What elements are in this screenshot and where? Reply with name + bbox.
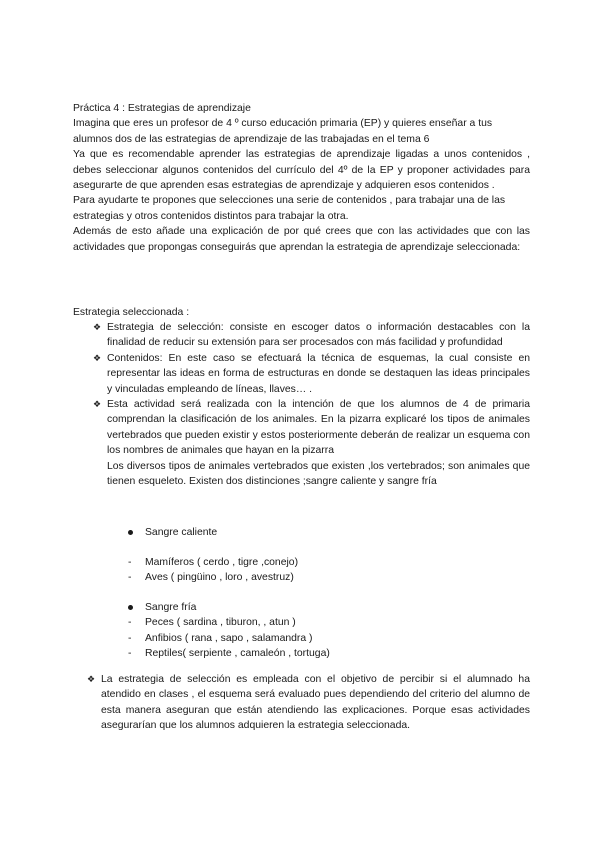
round-bullet-icon bbox=[128, 530, 133, 535]
diamond-bullet-icon: ❖ bbox=[92, 399, 102, 410]
list-item bbox=[128, 555, 298, 570]
group1-title: Sangre caliente bbox=[145, 527, 218, 538]
list-item bbox=[128, 631, 330, 646]
bullet-item bbox=[85, 672, 530, 734]
intro-section bbox=[73, 101, 530, 255]
dash-bullet-icon: - bbox=[128, 557, 132, 568]
document-title: Práctica 4 : Estrategias de aprendizaje bbox=[73, 103, 251, 114]
list-item bbox=[128, 525, 217, 540]
bullet-text-1: Estrategia de selección: consiste en escoger datos o información destacables con la finalidad de reducir su extensión para ser procesados con más facilidad y profundidad bbox=[107, 322, 530, 349]
intro-paragraph-1: Imagina que eres un profesor de 4 º curso educación primaria (EP) y quieres enseñar a tus alumnos dos de las estrategias de aprendizaje de las trabajadas en el tema 6 bbox=[73, 118, 493, 145]
final-bullet-text: La estrategia de selección es empleada con el objetivo de percibir si el alumnado ha atendido en clases , el esquema será evaluado pues dependiendo del criterio del alumno de esta manera aseguran que están atendiendo las explicaciones. Porque esas actividades asegurarían que los alumnos adquieren la estrategia seleccionada. bbox=[101, 674, 530, 732]
group1-item-2: Aves ( pingüino , loro , avestruz) bbox=[145, 572, 294, 584]
warm-blooded-list bbox=[128, 555, 298, 586]
group2-item-3: Reptiles( serpiente , camaleón , tortuga) bbox=[145, 648, 330, 660]
intro-paragraph-4: Además de esto añade una explicación de por qué crees que con las actividades que con las actividades que propongas conseguirás que aprendan la estrategia de aprendizaje seleccionada: bbox=[73, 226, 530, 253]
dash-bullet-icon: - bbox=[128, 572, 132, 584]
bullet-text-3: Esta actividad será realizada con la intención de que los alumnos de 4 de primaria comprendan la clasificación de los animales. En la pizarra explicaré los tipos de animales vertebrados que pueden existir y estos posteriormente deberán de realizar un esquema con los nombres de animales que hayan en la pizarra bbox=[107, 399, 530, 457]
bullet-text-2: Contenidos: En este caso se efectuará la técnica de esquemas, la cual consiste en representar las ideas en forma de estructuras en donde se destaquen las ideas principales y vinculadas empleando de líneas, llaves… . bbox=[107, 352, 530, 395]
final-bullet bbox=[85, 672, 530, 734]
list-item bbox=[128, 646, 330, 661]
bullet-continuation: Los diversos tipos de animales vertebrados que existen ,los vertebrados; son animales que tienen esqueleto. Existen dos distinciones ;sangre caliente y sangre fría bbox=[107, 460, 530, 488]
bullet-item bbox=[91, 320, 530, 351]
diamond-bullet-icon: ❖ bbox=[86, 674, 96, 684]
intro-paragraph-2: Ya que es recomendable aprender las estrategias de aprendizaje ligadas a unos contenidos , debes seleccionar algunos contenidos del currículo del 4º de la EP y proponer actividades para asegurarte de que aprenden esas estrategias de aprendizaje y adquieren esos contenidos . bbox=[73, 149, 530, 192]
group2-item-1: Peces ( sardina , tiburon, , atun ) bbox=[145, 617, 296, 629]
diamond-bullet-icon: ❖ bbox=[92, 322, 102, 332]
list-item bbox=[128, 615, 330, 630]
strategy-heading: Estrategia seleccionada : bbox=[73, 307, 190, 318]
warm-blooded-heading bbox=[128, 525, 217, 540]
cold-blooded-list bbox=[128, 600, 330, 662]
intro-paragraph-3: Para ayudarte te propones que selecciones una serie de contenidos , para trabajar una de las estrategias y otros contenidos distintos para trabajar la otra. bbox=[73, 195, 506, 222]
group2-item-2: Anfibios ( rana , sapo , salamandra ) bbox=[145, 632, 313, 644]
dash-bullet-icon: - bbox=[128, 632, 132, 644]
list-item bbox=[128, 600, 330, 615]
group1-item-1: Mamíferos ( cerdo , tigre ,conejo) bbox=[145, 557, 299, 568]
bullet-item bbox=[91, 351, 530, 397]
strategy-bullets bbox=[91, 320, 530, 489]
group2-title: Sangre fría bbox=[145, 602, 197, 613]
bullet-item bbox=[91, 397, 530, 459]
dash-bullet-icon: - bbox=[128, 617, 132, 629]
diamond-bullet-icon: ❖ bbox=[92, 352, 102, 363]
round-bullet-icon bbox=[128, 605, 133, 610]
dash-bullet-icon: - bbox=[128, 648, 132, 660]
list-item bbox=[128, 570, 298, 585]
